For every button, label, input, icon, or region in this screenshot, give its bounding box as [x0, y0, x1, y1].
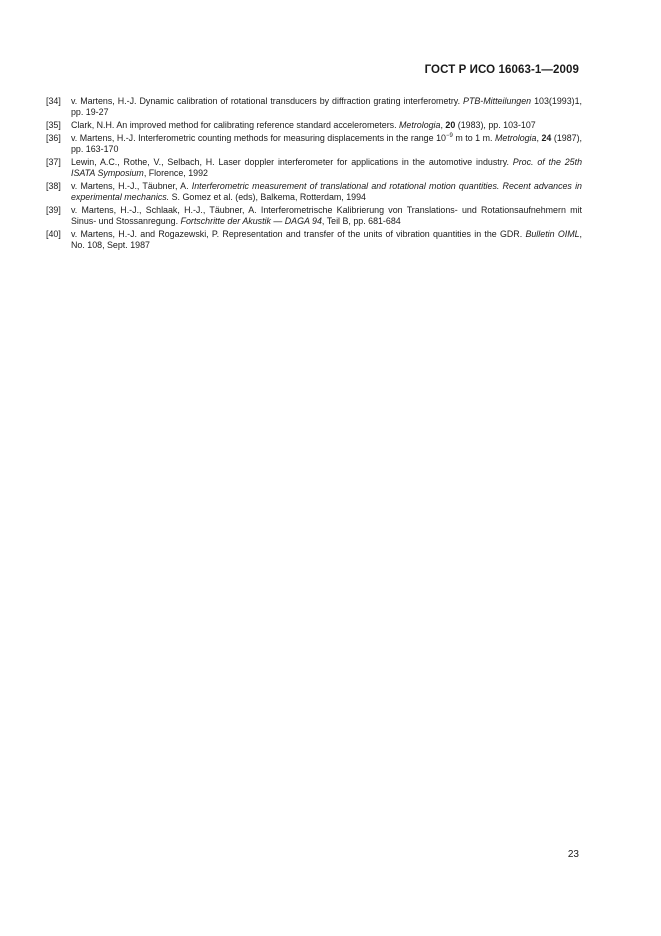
reference-exponent: −9: [445, 133, 453, 139]
reference-text-run: ,: [536, 133, 542, 143]
reference-title-italic: Proc. of the 25th ISATA Symposium: [71, 157, 583, 178]
reference-text-run: S. Gomez et al. (eds), Balkema, Rotterdam, 1994: [169, 192, 366, 202]
reference-text-run: v. Martens, H.-J., Schlaak, H.-J., Täubner, A. Interferometrische Kalibrierung von Translations- und Rotationsaufnehmern mit Sinus- und Stossanregung.: [71, 205, 582, 226]
reference-text: [71, 133, 582, 155]
reference-title-italic: Metrologia: [495, 133, 537, 143]
reference-text-run: , No. 108, Sept. 1987: [71, 229, 582, 250]
reference-number: [37]: [46, 157, 61, 167]
reference-title-italic: Metrologia: [399, 120, 441, 130]
reference-item: [46, 181, 582, 203]
reference-text: [71, 157, 582, 179]
reference-item: [46, 96, 582, 118]
reference-item: [46, 133, 582, 155]
reference-item: [46, 157, 582, 179]
reference-text-run: , Florence, 1992: [143, 168, 208, 178]
reference-text-run: v. Martens, H.-J. and Rogazewski, P. Representation and transfer of the units of vibration quantities in the GDR.: [71, 229, 526, 239]
reference-title-italic: Interferometric measurement of translational and rotational motion quantities. Recent advances in experimental mechanics.: [71, 181, 582, 202]
reference-number: [39]: [46, 205, 61, 215]
reference-text-run: (1987), pp. 163-170: [71, 133, 582, 154]
reference-text: [71, 96, 582, 118]
standard-id: ГОСТ Р ИСО 16063-1—2009: [424, 64, 579, 76]
page-number: 23: [567, 849, 579, 860]
reference-volume: 20: [445, 120, 456, 130]
reference-title-italic: Bulletin OIML: [525, 229, 580, 239]
reference-title-italic: Fortschritte der Akustik — DAGA 94: [180, 216, 322, 226]
reference-text-run: Lewin, A.C., Rothe, V., Selbach, H. Laser doppler interferometer for applications in the automotive industry.: [71, 157, 513, 167]
reference-text: [71, 120, 582, 131]
reference-text-run: 103(1993)1, pp. 19-27: [71, 96, 582, 117]
document-header: [425, 64, 579, 76]
reference-text: [71, 205, 582, 227]
reference-text: [71, 181, 582, 203]
bibliography-list: [46, 96, 582, 253]
reference-text-run: , Teil B, pp. 681-684: [321, 216, 401, 226]
reference-text-run: (1983), pp. 103-107: [455, 120, 536, 130]
reference-volume: 24: [541, 133, 552, 143]
reference-text-run: ,: [440, 120, 446, 130]
reference-text-run: v. Martens, H.-J., Täubner, A.: [71, 181, 192, 191]
reference-number: [40]: [46, 229, 61, 239]
reference-item: [46, 229, 582, 251]
reference-text: [71, 229, 582, 251]
reference-item: [46, 120, 582, 131]
reference-title-italic: PTB-Mitteilungen: [463, 96, 532, 106]
reference-number: [36]: [46, 133, 61, 143]
reference-text-run: Clark, N.H. An improved method for calibrating reference standard accelerometers.: [71, 120, 400, 130]
reference-number: [34]: [46, 96, 61, 106]
reference-text-run: v. Martens, H.-J. Interferometric counting methods for measuring displacements in the range 10: [71, 133, 446, 143]
reference-text-run: m to 1 m.: [452, 133, 496, 143]
reference-number: [38]: [46, 181, 61, 191]
reference-text-run: v. Martens, H.-J. Dynamic calibration of rotational transducers by diffraction grating interferometry.: [71, 96, 464, 106]
reference-number: [35]: [46, 120, 61, 130]
reference-item: [46, 205, 582, 227]
